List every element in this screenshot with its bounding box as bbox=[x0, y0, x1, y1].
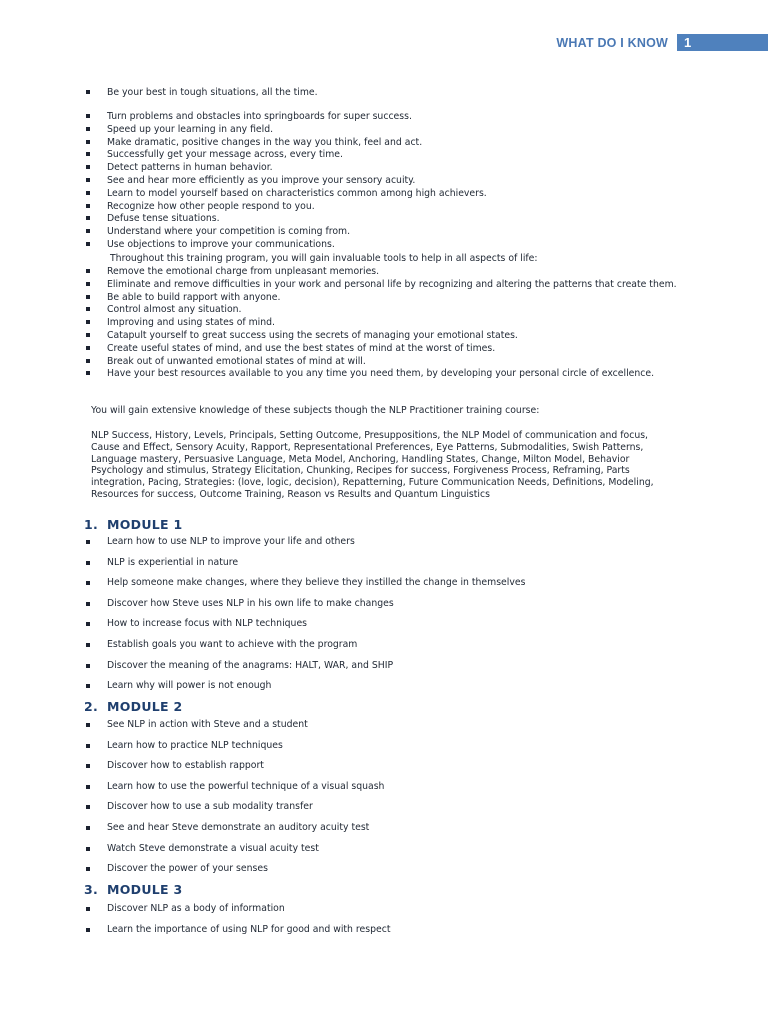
list-item: Discover how to establish rapport bbox=[0, 756, 768, 777]
list-item: Learn the importance of using NLP for good and with respect bbox=[0, 920, 768, 941]
list-item: Learn how to use the powerful technique of a visual squash bbox=[0, 777, 768, 798]
module-number: 3. bbox=[84, 882, 99, 897]
list-item: Turn problems and obstacles into springboards for super success. bbox=[0, 111, 768, 124]
module-title: MODULE 3 bbox=[107, 882, 183, 897]
bullet-icon bbox=[86, 723, 90, 727]
bullet-icon bbox=[86, 114, 90, 118]
bullet-icon bbox=[86, 320, 90, 324]
knowledge-intro: You will gain extensive knowledge of these subjects though the NLP Practitioner training course: bbox=[91, 405, 540, 416]
list-item: Improving and using states of mind. bbox=[0, 317, 768, 330]
list-item: Understand where your competition is coming from. bbox=[0, 226, 768, 239]
list-item: Discover the power of your senses bbox=[0, 859, 768, 880]
bullet-icon bbox=[86, 602, 90, 606]
bullet-icon bbox=[86, 928, 90, 932]
list-item: Watch Steve demonstrate a visual acuity test bbox=[0, 839, 768, 860]
intro-bullet-list bbox=[0, 87, 768, 100]
bullet-icon bbox=[86, 90, 90, 94]
bullet-icon bbox=[86, 295, 90, 299]
list-item: How to increase focus with NLP techniques bbox=[0, 614, 768, 635]
bullet-icon bbox=[86, 826, 90, 830]
page-number: 1 bbox=[677, 34, 768, 51]
list-item: Discover the meaning of the anagrams: HALT, WAR, and SHIP bbox=[0, 656, 768, 677]
list-item: Have your best resources available to you any time you need them, by developing your personal circle of excellence. bbox=[0, 368, 768, 381]
bullet-icon bbox=[86, 307, 90, 311]
list-item: Make dramatic, positive changes in the way you think, feel and act. bbox=[0, 137, 768, 150]
list-item: Learn how to use NLP to improve your life and others bbox=[0, 532, 768, 553]
bullet-icon bbox=[86, 581, 90, 585]
bullet-icon bbox=[86, 847, 90, 851]
list-item: Discover NLP as a body of information bbox=[0, 899, 768, 920]
bullet-icon bbox=[86, 140, 90, 144]
list-item: Successfully get your message across, every time. bbox=[0, 149, 768, 162]
benefits-bullet-list bbox=[0, 111, 768, 252]
list-item: See and hear more efficiently as you improve your sensory acuity. bbox=[0, 175, 768, 188]
bullet-icon bbox=[86, 785, 90, 789]
bullet-icon bbox=[86, 229, 90, 233]
module-2-list bbox=[0, 715, 768, 880]
training-intro: Throughout this training program, you will gain invaluable tools to help in all aspects of life: bbox=[110, 253, 538, 264]
subjects-paragraph: NLP Success, History, Levels, Principals, Setting Outcome, Presuppositions, the NLP Model of communication and focus, Cause and Effect, Sensory Acuity, Rapport, Representational Preferences, Eye Patterns, Submodalities, Swish Patterns, Language mastery, Persuasive Language, Meta Model, Anchoring, Handling States, Change, Milton Model, Behavior Psychology and stimulus, Strategy Elicitation, Chunking, Recipes for success, Forgiveness Process, Reframing, Parts integration, Pacing, Strategies: (love, logic, decision), Repatterning, Future Communication Needs, Definitions, Modeling, Resources for success, Outcome Training, Reason vs Results and Quantum Linguistics bbox=[91, 430, 654, 500]
list-item: Defuse tense situations. bbox=[0, 213, 768, 226]
module-title: MODULE 1 bbox=[107, 517, 183, 532]
bullet-icon bbox=[86, 744, 90, 748]
list-item: Create useful states of mind, and use the best states of mind at the worst of times. bbox=[0, 343, 768, 356]
module-number: 2. bbox=[84, 699, 99, 714]
module-1-list bbox=[0, 532, 768, 697]
bullet-icon bbox=[86, 282, 90, 286]
list-item: Remove the emotional charge from unpleasant memories. bbox=[0, 266, 768, 279]
bullet-icon bbox=[86, 333, 90, 337]
list-item: Speed up your learning in any field. bbox=[0, 124, 768, 137]
list-item: Learn to model yourself based on characteristics common among high achievers. bbox=[0, 188, 768, 201]
bullet-icon bbox=[86, 165, 90, 169]
bullet-icon bbox=[86, 346, 90, 350]
list-item: See and hear Steve demonstrate an auditory acuity test bbox=[0, 818, 768, 839]
list-item: Eliminate and remove difficulties in your work and personal life by recognizing and altering the patterns that create them. bbox=[0, 279, 768, 292]
module-1-heading bbox=[84, 517, 183, 532]
bullet-icon bbox=[86, 664, 90, 668]
bullet-icon bbox=[86, 371, 90, 375]
list-item: Be able to build rapport with anyone. bbox=[0, 292, 768, 305]
module-title: MODULE 2 bbox=[107, 699, 183, 714]
header-title: WHAT DO I KNOW bbox=[556, 36, 668, 50]
list-item: Use objections to improve your communications. bbox=[0, 239, 768, 252]
bullet-icon bbox=[86, 561, 90, 565]
bullet-icon bbox=[86, 178, 90, 182]
list-item: Establish goals you want to achieve with the program bbox=[0, 635, 768, 656]
bullet-icon bbox=[86, 204, 90, 208]
module-3-list bbox=[0, 899, 768, 940]
bullet-icon bbox=[86, 764, 90, 768]
module-3-heading bbox=[84, 882, 183, 897]
bullet-icon bbox=[86, 191, 90, 195]
bullet-icon bbox=[86, 643, 90, 647]
bullet-icon bbox=[86, 127, 90, 131]
list-item: Discover how Steve uses NLP in his own life to make changes bbox=[0, 594, 768, 615]
module-2-heading bbox=[84, 699, 183, 714]
bullet-icon bbox=[86, 242, 90, 246]
list-item: Catapult yourself to great success using the secrets of managing your emotional states. bbox=[0, 330, 768, 343]
bullet-icon bbox=[86, 359, 90, 363]
list-item: Control almost any situation. bbox=[0, 304, 768, 317]
bullet-icon bbox=[86, 907, 90, 911]
bullet-icon bbox=[86, 216, 90, 220]
module-number: 1. bbox=[84, 517, 99, 532]
bullet-icon bbox=[86, 152, 90, 156]
list-item: Recognize how other people respond to you. bbox=[0, 201, 768, 214]
list-item: Break out of unwanted emotional states of mind at will. bbox=[0, 356, 768, 369]
bullet-icon bbox=[86, 805, 90, 809]
skills-bullet-list bbox=[0, 266, 768, 381]
list-item: See NLP in action with Steve and a student bbox=[0, 715, 768, 736]
bullet-icon bbox=[86, 867, 90, 871]
bullet-icon bbox=[86, 622, 90, 626]
list-item: Help someone make changes, where they believe they instilled the change in themselves bbox=[0, 573, 768, 594]
list-item: Discover how to use a sub modality transfer bbox=[0, 797, 768, 818]
bullet-icon bbox=[86, 684, 90, 688]
list-item: Be your best in tough situations, all the time. bbox=[0, 87, 768, 100]
bullet-icon bbox=[86, 269, 90, 273]
bullet-icon bbox=[86, 540, 90, 544]
list-item: Detect patterns in human behavior. bbox=[0, 162, 768, 175]
list-item: Learn how to practice NLP techniques bbox=[0, 736, 768, 757]
list-item: NLP is experiential in nature bbox=[0, 553, 768, 574]
list-item: Learn why will power is not enough bbox=[0, 676, 768, 697]
